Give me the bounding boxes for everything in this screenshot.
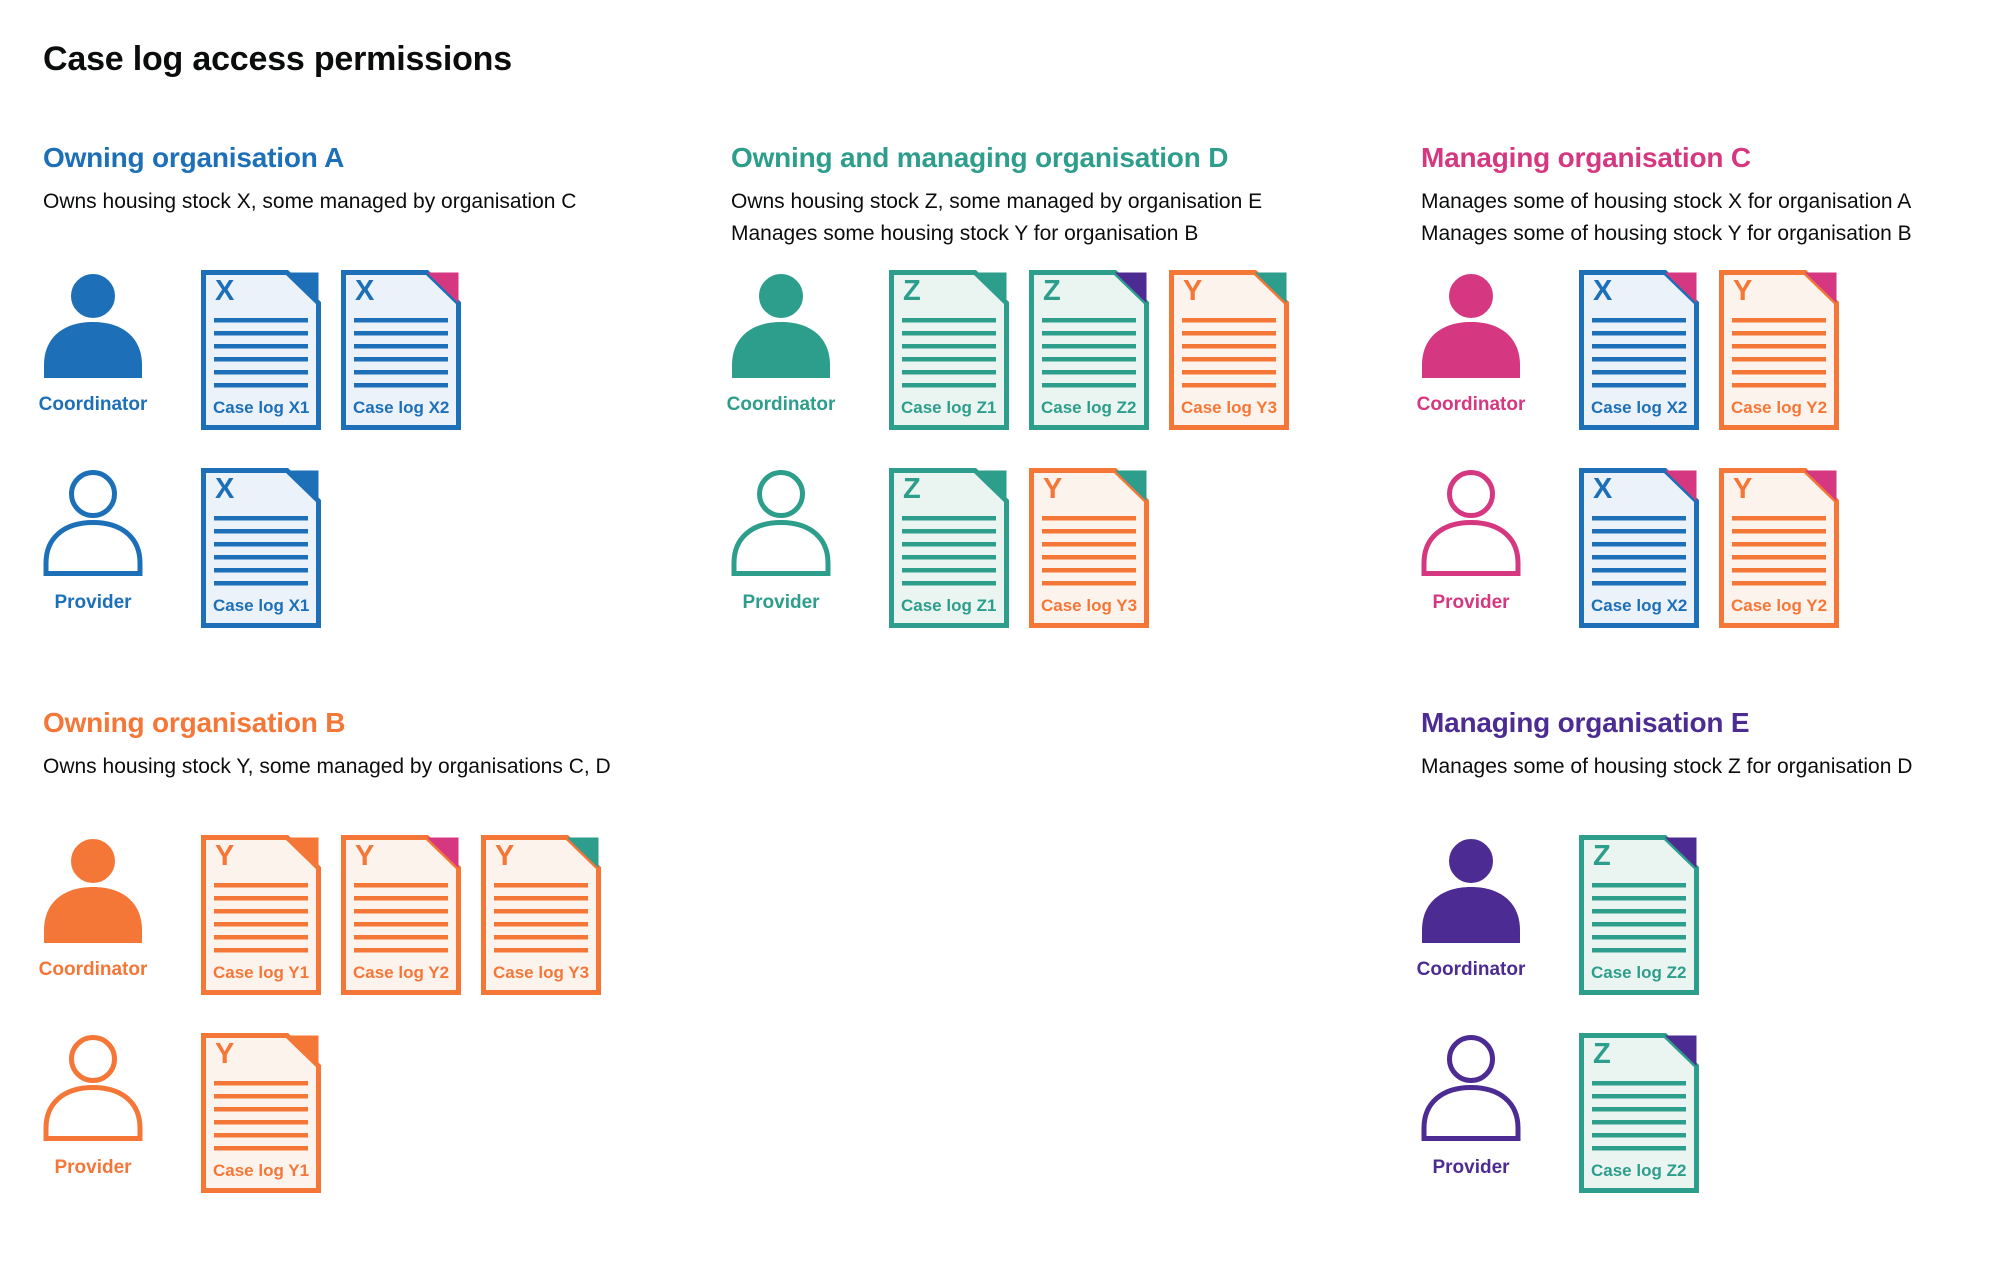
doc-case-log-z2 [1029,270,1149,430]
doc-label: Case log Y2 [1731,596,1828,615]
doc-case-log-y1 [201,1033,321,1193]
doc-stock-letter: Y [1183,275,1203,307]
person-role-label: Coordinator [726,394,836,415]
provider-row [1421,1033,2000,1208]
doc-case-log-z1 [889,270,1009,430]
doc-case-log-y3 [1029,468,1149,628]
doc-label: Case log Z2 [1041,398,1137,417]
doc-label: Case log Z1 [901,596,997,615]
doc-case-log-y2 [1719,270,1839,430]
doc-stock-letter: Y [1043,473,1063,505]
doc-text-lines [902,516,996,586]
doc-stock-letter: Y [495,840,515,872]
doc-case-log-x2 [1579,468,1699,628]
provider-figure [1421,470,1521,614]
page-title: Case log access permissions [43,40,512,78]
doc-text-lines [354,318,448,388]
doc-group [889,468,1149,628]
doc-stock-letter: X [215,275,235,307]
doc-case-log-y3 [481,835,601,995]
person-outline-icon [1421,1035,1521,1141]
section-subtitle [1421,751,1912,783]
doc-stock-letter: Y [215,840,235,872]
doc-text-lines [1592,883,1686,953]
doc-case-log-x2 [1579,270,1699,430]
section-owning-managing-organisation-d [726,142,1391,682]
doc-stock-letter: Y [215,1038,235,1070]
doc-case-log-x2 [341,270,461,430]
doc-stock-letter: Z [903,473,921,505]
doc-stock-letter: Y [355,840,375,872]
subtitle-line: Manages some of housing stock Y for organisation B [1421,222,1912,245]
doc-case-log-x1 [201,270,321,430]
doc-label: Case log Z2 [1591,1161,1687,1180]
section-subtitle [43,186,576,218]
person-role-label: Provider [742,592,820,613]
doc-group [1579,468,1839,628]
doc-stock-letter: Z [1043,275,1061,307]
person-filled-icon [731,272,831,378]
person-role-label: Provider [1432,1157,1510,1178]
provider-figure [43,470,143,614]
doc-text-lines [1732,318,1826,388]
section-title: Owning and managing organisation D [731,142,1229,173]
person-role-label: Provider [1432,592,1510,613]
section-managing-organisation-c [1416,142,2000,682]
doc-label: Case log X2 [1591,596,1688,615]
provider-row [43,468,703,643]
doc-text-lines [214,1081,308,1151]
doc-text-lines [214,516,308,586]
coordinator-row [726,270,1391,445]
doc-text-lines [354,883,448,953]
doc-label: Case log Y1 [213,963,310,982]
doc-text-lines [214,318,308,388]
doc-label: Case log Y1 [213,1161,310,1180]
doc-stock-letter: X [355,275,375,307]
doc-group [201,468,321,628]
section-owning-organisation-b [38,707,703,1247]
doc-text-lines [1592,516,1686,586]
doc-label: Case log Y2 [353,963,450,982]
doc-group [201,835,601,995]
doc-stock-letter: Z [903,275,921,307]
doc-stock-letter: X [1593,473,1613,505]
doc-case-log-y2 [341,835,461,995]
section-subtitle [731,186,1262,250]
doc-label: Case log X2 [1591,398,1688,417]
person-filled-icon [1421,837,1521,943]
doc-label: Case log X2 [353,398,450,417]
doc-stock-letter: Y [1733,473,1753,505]
section-managing-organisation-e [1416,707,2000,1247]
person-outline-icon [43,470,143,576]
doc-case-log-y3 [1169,270,1289,430]
doc-text-lines [214,883,308,953]
doc-label: Case log Y2 [1731,398,1828,417]
subtitle-line: Owns housing stock Z, some managed by organisation E [731,190,1263,213]
doc-group [889,270,1289,430]
subtitle-line: Manages some of housing stock Z for organisation D [1421,755,1913,778]
coordinator-figure [38,272,148,416]
subtitle-line: Owns housing stock X, some managed by organisation C [43,190,577,213]
person-filled-icon [43,272,143,378]
person-outline-icon [731,470,831,576]
section-owning-organisation-a [38,142,703,682]
doc-label: Case log Y3 [1181,398,1278,417]
doc-label: Case log X1 [213,596,310,615]
doc-text-lines [1592,1081,1686,1151]
provider-figure [731,470,831,614]
coordinator-figure [726,272,836,416]
doc-stock-letter: Y [1733,275,1753,307]
doc-case-log-y1 [201,835,321,995]
coordinator-row [38,270,703,445]
doc-text-lines [494,883,588,953]
doc-stock-letter: Z [1593,840,1611,872]
subtitle-line: Manages some of housing stock X for organisation A [1421,190,1912,213]
doc-stock-letter: X [215,473,235,505]
doc-label: Case log Z1 [901,398,997,417]
doc-case-log-z1 [889,468,1009,628]
person-outline-icon [1421,470,1521,576]
person-filled-icon [43,837,143,943]
coordinator-figure [1416,272,1526,416]
doc-case-log-y2 [1719,468,1839,628]
provider-row [1421,468,2000,643]
doc-text-lines [1182,318,1276,388]
doc-case-log-z2 [1579,1033,1699,1193]
provider-figure [1421,1035,1521,1179]
doc-label: Case log X1 [213,398,310,417]
section-title: Managing organisation C [1421,142,1751,173]
person-role-label: Coordinator [1416,394,1526,415]
doc-group [1579,1033,1699,1193]
doc-group [1579,270,1839,430]
person-role-label: Coordinator [1416,959,1526,980]
person-role-label: Coordinator [38,394,148,415]
subtitle-line: Manages some housing stock Y for organisation B [731,222,1199,245]
provider-figure [43,1035,143,1179]
doc-case-log-z2 [1579,835,1699,995]
doc-label: Case log Z2 [1591,963,1687,982]
provider-row [731,468,1391,643]
doc-text-lines [1732,516,1826,586]
section-title: Owning organisation A [43,142,345,173]
doc-group [201,1033,321,1193]
doc-text-lines [1592,318,1686,388]
coordinator-row [1416,835,2000,1010]
doc-stock-letter: Z [1593,1038,1611,1070]
person-role-label: Provider [54,592,132,613]
person-filled-icon [1421,272,1521,378]
doc-stock-letter: X [1593,275,1613,307]
person-outline-icon [43,1035,143,1141]
doc-group [201,270,461,430]
doc-group [1579,835,1699,995]
person-role-label: Provider [54,1157,132,1178]
doc-label: Case log Y3 [493,963,590,982]
subtitle-line: Owns housing stock Y, some managed by organisations C, D [43,755,611,778]
coordinator-row [1416,270,2000,445]
doc-case-log-x1 [201,468,321,628]
coordinator-figure [1416,837,1526,981]
coordinator-figure [38,837,148,981]
person-role-label: Coordinator [38,959,148,980]
doc-text-lines [1042,318,1136,388]
section-title: Managing organisation E [1421,707,1750,738]
doc-text-lines [1042,516,1136,586]
provider-row [43,1033,703,1208]
doc-text-lines [902,318,996,388]
section-title: Owning organisation B [43,707,346,738]
doc-label: Case log Y3 [1041,596,1138,615]
section-subtitle [1421,186,1912,250]
coordinator-row [38,835,703,1010]
section-subtitle [43,751,611,783]
